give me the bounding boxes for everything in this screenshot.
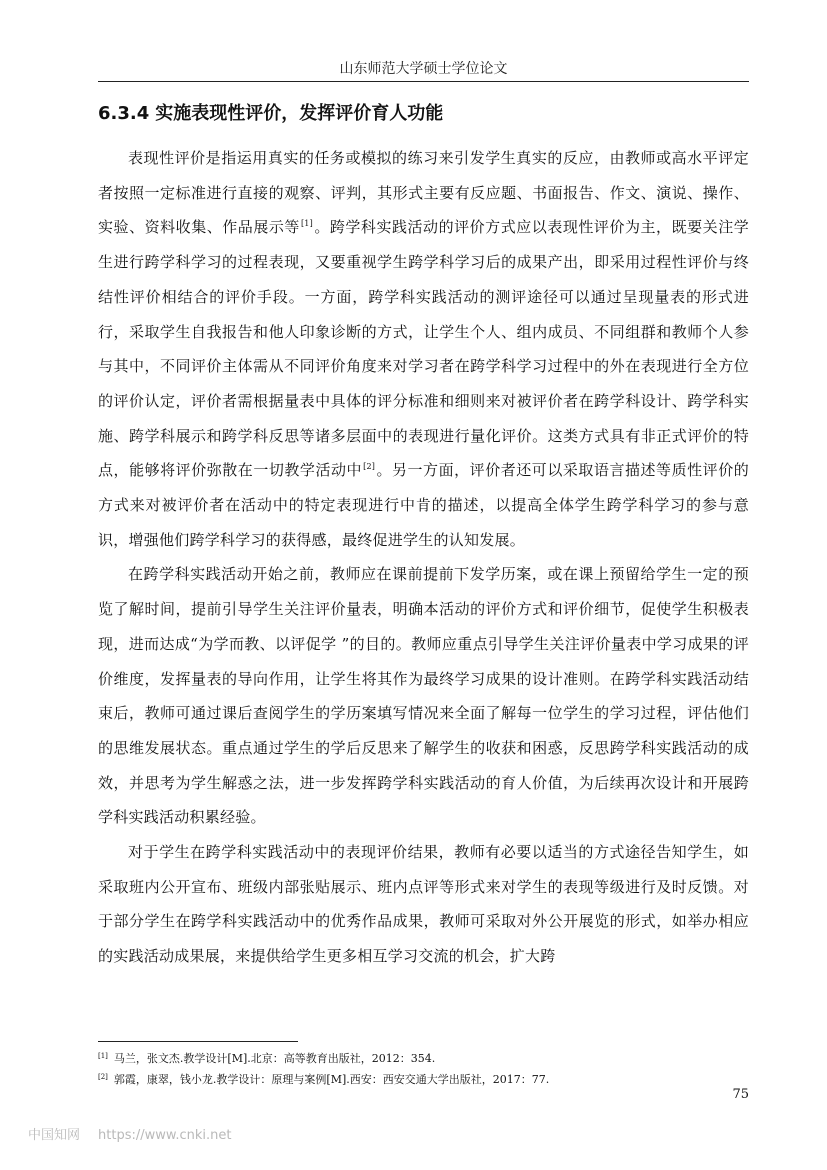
running-header: 山东师范大学硕士学位论文 [339, 61, 508, 77]
footnote-1-text: 马兰，张文杰.教学设计[M].北京：高等教育出版社，2012：354. [113, 1052, 436, 1065]
paragraph-1 [98, 141, 749, 557]
footnote-1 [98, 1047, 749, 1068]
paragraph-1-part-a: 表现性评价是指运用真实的任务或模拟的练习来引发学生真实的反应，由教师或高水平评定者按照一定标准进行直接的观察、评判，其形式主要有反应题、书面报告、作文、演说、操作、实验、资料收集、作品展示等 [98, 149, 749, 237]
section-title: 实施表现性评价，发挥评价育人功能 [155, 103, 444, 124]
paragraph-2: 在跨学科实践活动开始之前，教师应在课前提前下发学历案，或在课上预留给学生一定的预览了解时间，提前引导学生关注评价量表，明确本活动的评价方式和评价细节，促使学生积极表现，进而达成“为学而教、以评促学 ”的目的。教师应重点引导学生关注评价量表中学习成果的评价维度，发挥量表的导向作用，让学生将其作为最终学习成果的设计准则。在跨学科实践活动结束后，教师可通过课后查阅学生的学历案填写情况来全面了解每一位学生的学习过程，评估他们的思维发展状态。重点通过学生的学后反思来了解学生的收获和困惑，反思跨学科实践活动的成效，并思考为学生解惑之法，进一步发挥跨学科实践活动的育人价值，为后续再次设计和开展跨学科实践活动积累经验。 [98, 565, 749, 827]
watermark [28, 1126, 231, 1146]
header-rule [98, 81, 749, 82]
footnote-rule [98, 1041, 298, 1042]
page-number: 75 [732, 1087, 749, 1102]
citation-ref-1: [1] [300, 219, 314, 229]
body-text [98, 141, 749, 974]
footnote-2-mark: [2] [98, 1073, 108, 1081]
citation-ref-2: [2] [363, 462, 376, 472]
footnote-1-mark: [1] [98, 1052, 108, 1060]
footnote-2 [98, 1068, 749, 1089]
watermark-brand: 中国知网 [28, 1128, 81, 1143]
section-number: 6.3.4 [98, 103, 150, 124]
footnotes [98, 1047, 749, 1089]
watermark-url: https://www.cnki.net [98, 1128, 232, 1143]
paragraph-1-part-b: 。跨学科实践活动的评价方式应以表现性评价为主，既要关注学生进行跨学科学习的过程表现，又要重视学生跨学科学习后的成果产出，即采用过程性评价与终结性评价相结合的评价手段。一方面，跨学科实践活动的测评途径可以通过呈现量表的形式进行，采取学生自我报告和他人印象诊断的方式，让学生个人、组内成员、不同组群和教师个人参与其中，不同评价主体需从不同评价角度来对学习者在跨学科学习过程中的外在表现进行全方位的评价认定，评价者需根据量表中具体的评分标准和细则来对被评价者在跨学科设计、跨学科实施、跨学科展示和跨学科反思等诸多层面中的表现进行量化评价。这类方式具有非正式评价的特点，能够将评价弥散在一切教学活动中 [98, 218, 749, 480]
section-heading [98, 100, 749, 128]
paragraph-1-part-c: 。另一方面，评价者还可以采取语言描述等质性评价的方式来对被评价者在活动中的特定表现进行中肯的描述，以提高全体学生跨学科学习的参与意识，增强他们跨学科学习的获得感，最终促进学生的认知发展。 [98, 461, 749, 549]
paragraph-3: 对于学生在跨学科实践活动中的表现评价结果，教师有必要以适当的方式途径告知学生，如采取班内公开宣布、班级内部张贴展示、班内点评等形式来对学生的表现等级进行及时反馈。对于部分学生在跨学科实践活动中的优秀作品成果，教师可采取对外公开展览的形式，如举办相应的实践活动成果展，来提供给学生更多相互学习交流的机会，扩大跨 [98, 843, 749, 966]
footnote-2-text: 郭霞，康翠，钱小龙.教学设计：原理与案例[M].西安：西安交通大学出版社，2017：77. [113, 1073, 550, 1086]
